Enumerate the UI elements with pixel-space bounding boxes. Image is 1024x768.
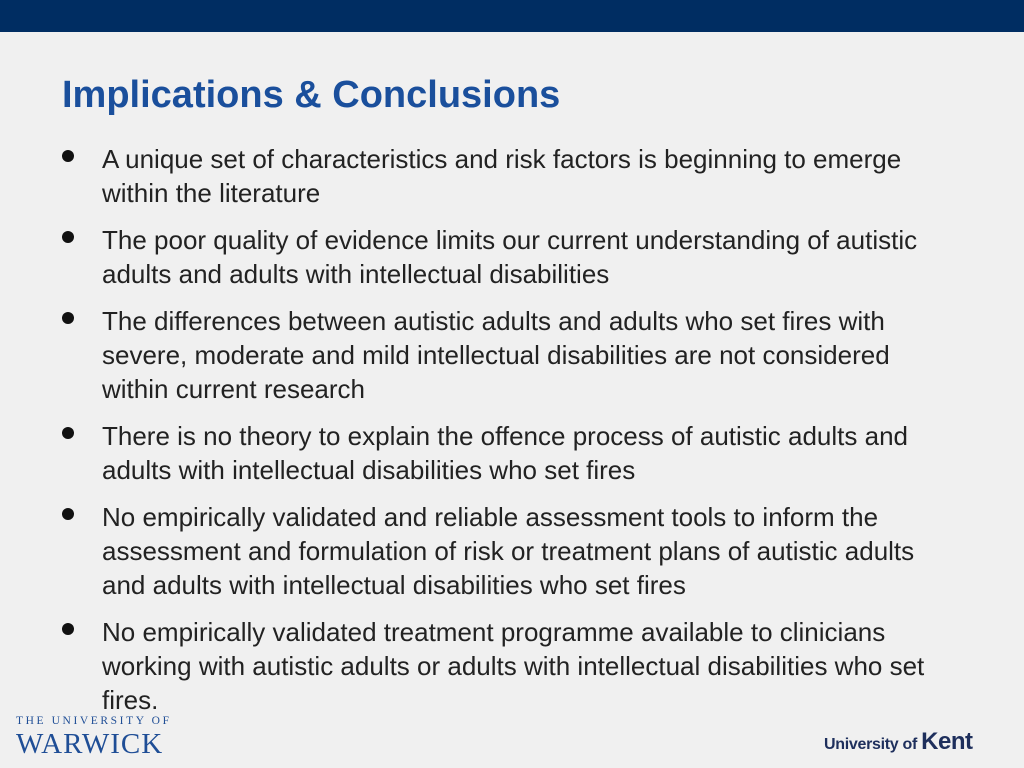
bullet-item bbox=[62, 304, 962, 406]
bullet-icon bbox=[62, 427, 74, 439]
bullet-list bbox=[62, 142, 962, 730]
bullet-text: No empirically validated treatment programme available to clinicians working with autistic adults or adults with intellectual disabilities who set fires. bbox=[102, 617, 925, 715]
bullet-item bbox=[62, 419, 962, 487]
warwick-logo-wordmark: WARWICK bbox=[16, 728, 164, 760]
bullet-item bbox=[62, 500, 962, 602]
bullet-icon bbox=[62, 150, 74, 162]
bullet-text: A unique set of characteristics and risk factors is beginning to emerge within the literature bbox=[102, 144, 902, 208]
bullet-icon bbox=[62, 508, 74, 520]
bullet-text: There is no theory to explain the offence process of autistic adults and adults with intellectual disabilities who set fires bbox=[102, 421, 908, 485]
bullet-item bbox=[62, 142, 962, 210]
bullet-text: The poor quality of evidence limits our current understanding of autistic adults and adults with intellectual disabilities bbox=[102, 225, 918, 289]
bullet-text: The differences between autistic adults and adults who set fires with severe, moderate and mild intellectual disabilities are not considered within current research bbox=[102, 306, 890, 404]
slide-title: Implications & Conclusions bbox=[62, 74, 561, 116]
top-banner bbox=[0, 0, 1024, 32]
warwick-logo bbox=[16, 714, 176, 764]
bullet-item bbox=[62, 223, 962, 291]
kent-logo bbox=[824, 728, 973, 760]
bullet-text: No empirically validated and reliable assessment tools to inform the assessment and formulation of risk or treatment plans of autistic adults and adults with intellectual disabilities who set fires bbox=[102, 502, 915, 600]
bullet-icon bbox=[62, 231, 74, 243]
bullet-item bbox=[62, 615, 962, 717]
bullet-icon bbox=[62, 312, 74, 324]
warwick-logo-subtitle: THE UNIVERSITY OF bbox=[16, 715, 172, 727]
kent-logo-prefix: University of bbox=[824, 736, 922, 753]
kent-logo-wordmark: Kent bbox=[921, 728, 973, 755]
bullet-icon bbox=[62, 623, 74, 635]
